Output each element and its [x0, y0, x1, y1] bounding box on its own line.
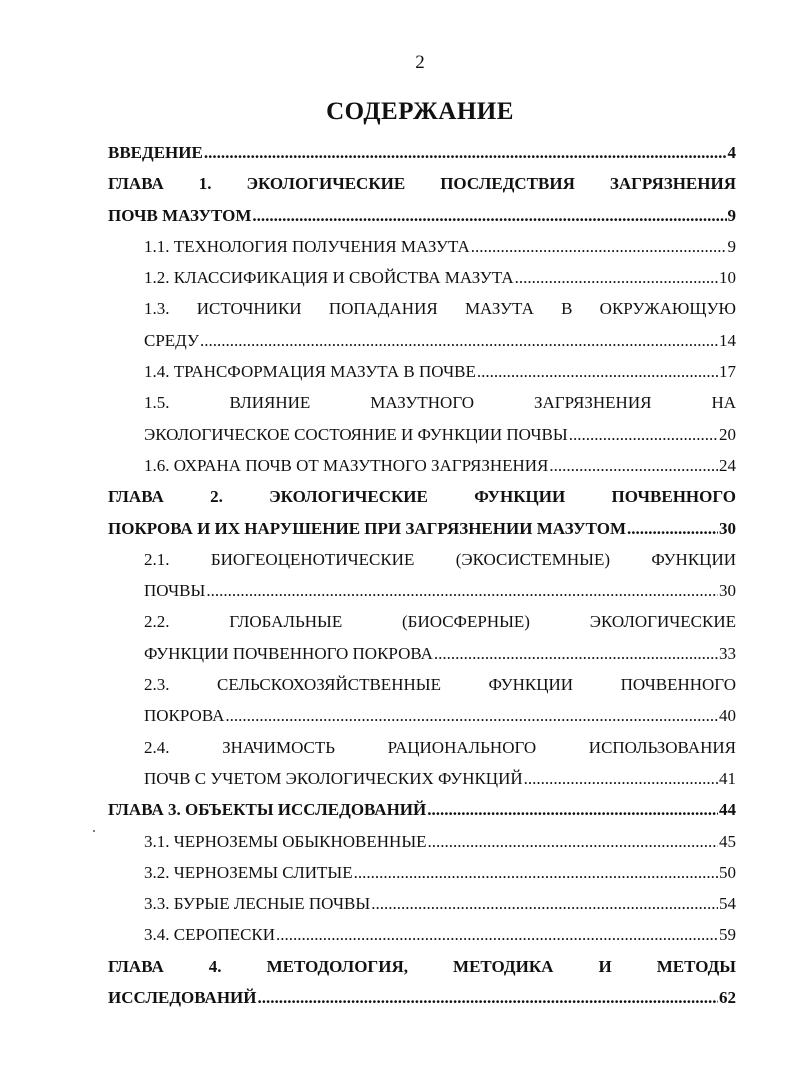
toc-entry-leader-line: [108, 919, 736, 950]
table-of-contents: [108, 137, 736, 1013]
toc-page-number: 33: [719, 643, 736, 663]
toc-entry-title: ПОЧВ МАЗУТОМ: [108, 205, 252, 225]
toc-chapter-entry: [108, 168, 736, 231]
toc-entry-title-line: 2.4. ЗНАЧИМОСТЬ РАЦИОНАЛЬНОГО ИСПОЛЬЗОВАНИЯ: [144, 737, 736, 757]
toc-entry-leader-line: [108, 857, 736, 888]
toc-page-number: 41: [719, 768, 736, 788]
toc-entry-title-line: 2.3. СЕЛЬСКОХОЗЯЙСТВЕННЫЕ ФУНКЦИИ ПОЧВЕННОГО: [144, 675, 736, 695]
toc-entry-title-line: 2.2. ГЛОБАЛЬНЫЕ (БИОСФЕРНЫЕ) ЭКОЛОГИЧЕСКИЕ: [144, 612, 736, 632]
toc-entry-title-line: 1.5. ВЛИЯНИЕ МАЗУТНОГО ЗАГРЯЗНЕНИЯ НА: [144, 393, 736, 413]
toc-section-entry: [108, 387, 736, 450]
toc-page-number: 45: [719, 831, 736, 851]
dot-leader: [627, 513, 718, 544]
dot-leader: [428, 826, 718, 857]
toc-entry-leader-line: [108, 575, 736, 606]
toc-page-number: 54: [719, 894, 736, 914]
toc-entry-title: 1.4. ТРАНСФОРМАЦИЯ МАЗУТА В ПОЧВЕ: [144, 362, 476, 382]
toc-page-number: 10: [719, 268, 736, 288]
toc-page-number: 14: [719, 330, 736, 350]
toc-section-entry: [108, 888, 736, 919]
page-number: 2: [415, 52, 425, 73]
toc-section-entry: [108, 669, 736, 732]
toc-section-entry: [108, 231, 736, 262]
dot-leader: [200, 325, 718, 356]
dot-leader: [569, 419, 718, 450]
toc-entry-leader-line: [108, 826, 736, 857]
toc-page-number: 62: [719, 988, 736, 1008]
toc-entry-title: ФУНКЦИИ ПОЧВЕННОГО ПОКРОВА: [144, 643, 433, 663]
dot-leader: [427, 794, 718, 825]
toc-entry-title: ЭКОЛОГИЧЕСКОЕ СОСТОЯНИЕ И ФУНКЦИИ ПОЧВЫ: [144, 424, 568, 444]
toc-entry-title-line: ГЛАВА 4. МЕТОДОЛОГИЯ, МЕТОДИКА И МЕТОДЫ: [108, 956, 736, 976]
toc-section-entry: [108, 544, 736, 607]
toc-entry-title: 1.1. ТЕХНОЛОГИЯ ПОЛУЧЕНИЯ МАЗУТА: [144, 236, 470, 256]
toc-page-number: 24: [719, 455, 736, 475]
scan-speck: [93, 830, 95, 832]
toc-entry-title: ПОКРОВА И ИХ НАРУШЕНИЕ ПРИ ЗАГРЯЗНЕНИИ МАЗУТОМ: [108, 518, 627, 538]
toc-entry-leader-line: [108, 638, 736, 669]
dot-leader: [258, 982, 719, 1013]
toc-entry-leader-line: [108, 325, 736, 356]
dot-leader: [204, 137, 727, 168]
toc-entry-title: 3.1. ЧЕРНОЗЕМЫ ОБЫКНОВЕННЫЕ: [144, 831, 427, 851]
toc-entry-leader-line: [108, 262, 736, 293]
toc-page-number: 9: [727, 236, 736, 256]
dot-leader: [549, 450, 718, 481]
toc-section-entry: [108, 732, 736, 795]
toc-page-number: 20: [719, 424, 736, 444]
toc-entry-title: ПОЧВЫ: [144, 581, 206, 601]
toc-entry-title: 1.2. КЛАССИФИКАЦИЯ И СВОЙСТВА МАЗУТА: [144, 268, 514, 288]
toc-entry-title: 3.3. БУРЫЕ ЛЕСНЫЕ ПОЧВЫ: [144, 894, 371, 914]
toc-section-entry: [108, 293, 736, 356]
dot-leader: [206, 575, 718, 606]
toc-page-number: 40: [719, 706, 736, 726]
toc-chapter-entry: [108, 951, 736, 1014]
toc-section-entry: [108, 356, 736, 387]
toc-entry-title: 3.4. СЕРОПЕСКИ: [144, 925, 276, 945]
toc-entry-leader-line: [108, 794, 736, 825]
toc-page-number: 44: [719, 800, 736, 820]
toc-section-entry: [108, 606, 736, 669]
toc-section-entry: [108, 919, 736, 950]
toc-entry-leader-line: [108, 137, 736, 168]
toc-page-number: 30: [719, 581, 736, 601]
toc-entry-title-line: ГЛАВА 1. ЭКОЛОГИЧЕСКИЕ ПОСЛЕДСТВИЯ ЗАГРЯЗНЕНИЯ: [108, 174, 736, 194]
toc-entry-leader-line: [108, 356, 736, 387]
toc-entry-title: ПОЧВ С УЧЕТОМ ЭКОЛОГИЧЕСКИХ ФУНКЦИЙ: [144, 768, 523, 788]
toc-entry-leader-line: [108, 419, 736, 450]
page-title: СОДЕРЖАНИЕ: [326, 98, 514, 125]
toc-page-number: 9: [727, 205, 736, 225]
toc-section-entry: [108, 857, 736, 888]
toc-chapter-entry: [108, 137, 736, 168]
toc-section-entry: [108, 262, 736, 293]
toc-chapter-entry: [108, 794, 736, 825]
toc-page-number: 50: [719, 862, 736, 882]
dot-leader: [515, 262, 718, 293]
toc-chapter-entry: [108, 481, 736, 544]
toc-entry-title: СРЕДУ: [144, 330, 200, 350]
toc-entry-title-line: 1.3. ИСТОЧНИКИ ПОПАДАНИЯ МАЗУТА В ОКРУЖАЮЩУЮ: [144, 299, 736, 319]
toc-section-entry: [108, 826, 736, 857]
toc-entry-title: ГЛАВА 3. ОБЪЕКТЫ ИССЛЕДОВАНИЙ: [108, 800, 427, 820]
toc-entry-leader-line: [108, 200, 736, 231]
dot-leader: [471, 231, 727, 262]
dot-leader: [524, 763, 718, 794]
toc-entry-title: 1.6. ОХРАНА ПОЧВ ОТ МАЗУТНОГО ЗАГРЯЗНЕНИЯ: [144, 455, 549, 475]
toc-page-number: 4: [727, 143, 736, 162]
toc-entry-leader-line: [108, 763, 736, 794]
toc-entry-leader-line: [108, 513, 736, 544]
toc-entry-title-line: ГЛАВА 2. ЭКОЛОГИЧЕСКИЕ ФУНКЦИИ ПОЧВЕННОГО: [108, 487, 736, 507]
dot-leader: [276, 919, 718, 950]
toc-page-number: 30: [719, 518, 736, 538]
dot-leader: [371, 888, 718, 919]
toc-page-number: 59: [719, 925, 736, 945]
toc-entry-leader-line: [108, 700, 736, 731]
dot-leader: [477, 356, 718, 387]
toc-entry-title: ВВЕДЕНИЕ: [108, 143, 203, 162]
toc-entry-title: ПОКРОВА: [144, 706, 225, 726]
toc-entry-title: ИССЛЕДОВАНИЙ: [108, 988, 257, 1008]
toc-entry-title-line: 2.1. БИОГЕОЦЕНОТИЧЕСКИЕ (ЭКОСИСТЕМНЫЕ) ФУНКЦИИ: [144, 549, 736, 569]
toc-entry-title: 3.2. ЧЕРНОЗЕМЫ СЛИТЫЕ: [144, 862, 353, 882]
dot-leader: [252, 200, 726, 231]
toc-entry-leader-line: [108, 231, 736, 262]
toc-page-number: 17: [719, 362, 736, 382]
dot-leader: [354, 857, 718, 888]
toc-section-entry: [108, 450, 736, 481]
toc-entry-leader-line: [108, 982, 736, 1013]
toc-entry-leader-line: [108, 450, 736, 481]
dot-leader: [434, 638, 718, 669]
toc-entry-leader-line: [108, 888, 736, 919]
dot-leader: [225, 700, 718, 731]
